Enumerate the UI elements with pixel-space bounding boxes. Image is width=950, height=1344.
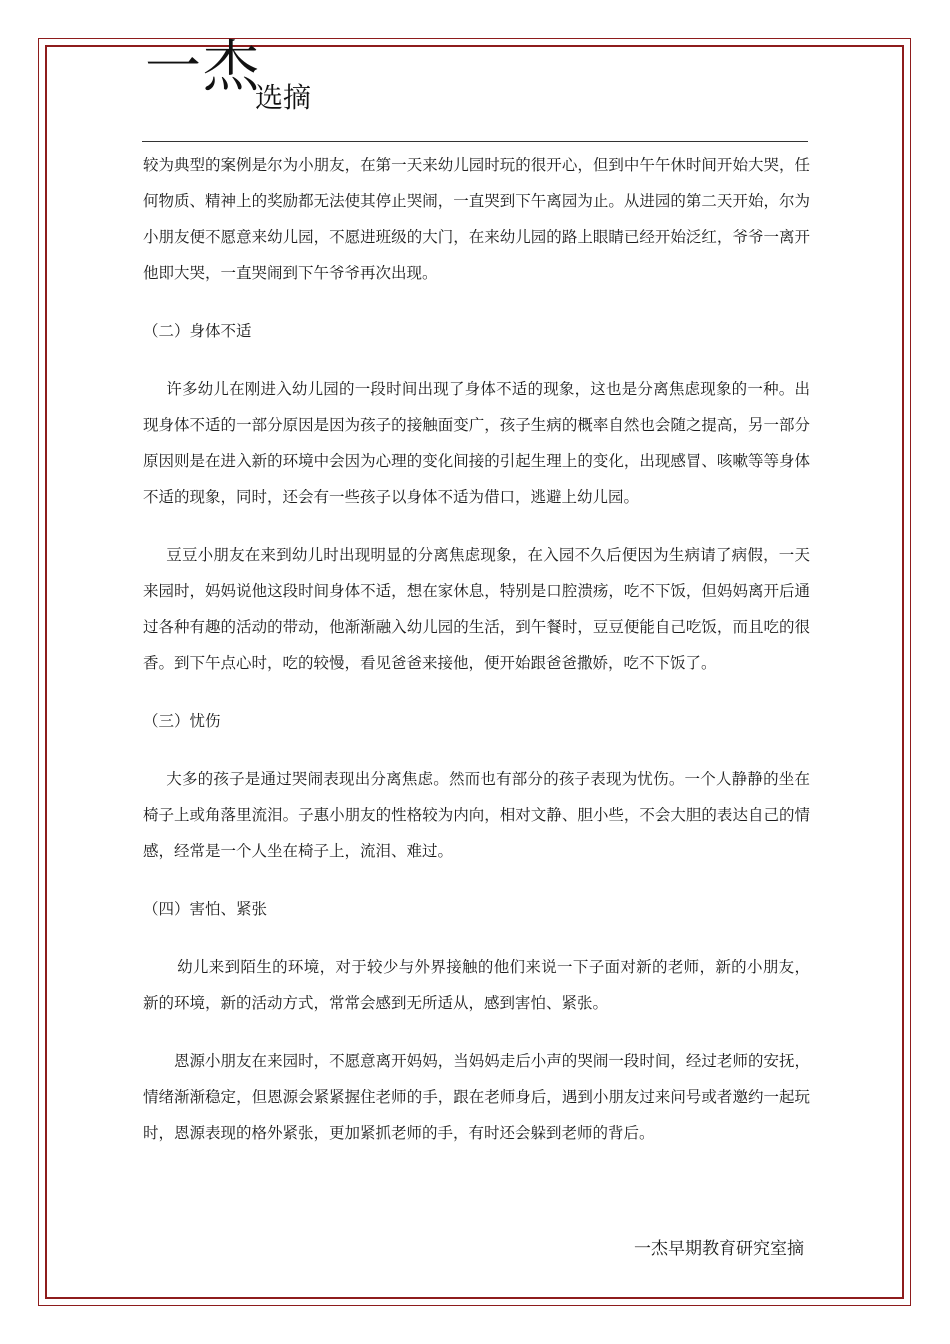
signature: 一杰早期教育研究室摘: [634, 1239, 804, 1259]
brand-subtitle: 选摘: [255, 81, 312, 114]
paragraph-physical-discomfort: 许多幼儿在刚进入幼儿园的一段时间出现了身体不适的现象，这也是分离焦虑现象的一种。出现身体不适的一部分原因是因为孩子的接触面变广，孩子生病的概率自然也会随之提高，另一部分原因则是在进入新的环境中会因为心理的变化间接的引起生理上的变化，出现感冒、咳嗽等等身体不适的现象，同时，还会有一些孩子以身体不适为借口，逃避上幼儿园。: [143, 380, 810, 506]
paragraph-case-erwei: 较为典型的案例是尔为小朋友，在第一天来幼儿园时玩的很开心，但到中午午休时间开始大哭，任何物质、精神上的奖励都无法使其停止哭闹，一直哭到下午离园为止。从进园的第二天开始，尔为小朋友便不愿意来幼儿园，不愿进班级的大门，在来幼儿园的路上眼睛已经开始泛红，爷爷一离开他即大哭，一直哭闹到下午爷爷再次出现。: [143, 156, 810, 282]
header-divider: [142, 141, 808, 142]
paragraph-sadness: 大多的孩子是通过哭闹表现出分离焦虑。然而也有部分的孩子表现为忧伤。一个人静静的坐在椅子上或角落里流泪。子惠小朋友的性格较为内向，相对文静、胆小些，不会大胆的表达自己的情感，经常是一个人坐在椅子上，流泪、难过。: [143, 770, 810, 860]
section-heading-sadness: （三）忧伤: [143, 712, 221, 730]
paragraph-case-enyuan: 恩源小朋友在来园时，不愿意离开妈妈，当妈妈走后小声的哭闹一段时间，经过老师的安抚，情绪渐渐稳定，但恩源会紧紧握住老师的手，跟在老师身后，遇到小朋友过来问号或者邀约一起玩时，恩源表现的格外紧张，更加紧抓老师的手，有时还会躲到老师的背后。: [143, 1052, 810, 1142]
paragraph-case-doudou: 豆豆小朋友在来到幼儿时出现明显的分离焦虑现象，在入园不久后便因为生病请了病假，一天来园时，妈妈说他这段时间身体不适，想在家休息，特别是口腔溃疡，吃不下饭，但妈妈离开后通过各种有趣的活动的带动，他渐渐融入幼儿园的生活，到午餐时，豆豆便能自己吃饭，而且吃的很香。到下午点心时，吃的较慢，看见爸爸来接他，便开始跟爸爸撒娇，吃不下饭了。: [143, 546, 810, 672]
brand-title: 一杰: [145, 35, 261, 100]
section-heading-fear: （四）害怕、紧张: [143, 900, 268, 918]
article-body: [143, 147, 810, 1173]
section-heading-physical-discomfort: （二）身体不适: [143, 322, 252, 340]
paragraph-fear: 幼儿来到陌生的环境，对于较少与外界接触的他们来说一下子面对新的老师，新的小朋友，新的环境，新的活动方式，常常会感到无所适从，感到害怕、紧张。: [143, 958, 810, 1012]
